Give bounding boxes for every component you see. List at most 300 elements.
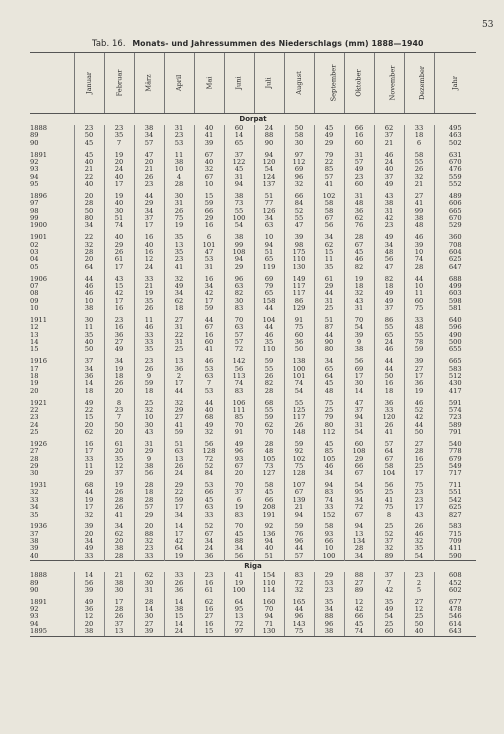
month-value-cell: 45 <box>344 621 374 628</box>
month-value-cell: 48 <box>404 324 434 331</box>
month-value-cell: 66 <box>344 613 374 620</box>
year-cell: 1895 <box>30 628 74 636</box>
month-value-cell: 15 <box>194 628 224 636</box>
table-row <box>30 628 476 636</box>
table-row <box>30 482 476 489</box>
year-cell: 94 <box>30 619 39 628</box>
month-value-cell: 33 <box>134 339 164 346</box>
month-value-cell: 44 <box>74 489 104 496</box>
month-value-cell: 49 <box>374 298 404 305</box>
month-value-cell: 46 <box>314 463 344 470</box>
month-value-cell: 71 <box>254 621 284 628</box>
month-value-cell: 10 <box>404 283 434 290</box>
table-row <box>30 324 476 331</box>
month-value-cell: 38 <box>164 159 194 166</box>
month-value-cell: 59 <box>284 441 314 448</box>
month-value-cell: 22 <box>314 159 344 166</box>
table-row <box>30 332 476 339</box>
year-cell: 1896 <box>30 191 48 200</box>
month-value-cell: 83 <box>224 305 254 312</box>
column-header-label: Dezember <box>417 65 426 101</box>
month-value-cell: 39 <box>134 628 164 636</box>
month-value-cell: 14 <box>224 132 254 139</box>
month-value-cell: 57 <box>224 339 254 346</box>
annual-total-cell: 489 <box>434 193 476 200</box>
month-value-cell: 105 <box>254 456 284 463</box>
annual-total-cell: 589 <box>434 422 476 429</box>
month-value-cell: 68 <box>254 400 284 407</box>
month-value-cell: 62 <box>164 298 194 305</box>
table-title <box>92 38 424 48</box>
month-value-cell: 65 <box>224 140 254 147</box>
table-row <box>30 256 476 263</box>
month-value-cell: 28 <box>404 264 434 271</box>
month-value-cell: 23 <box>404 497 434 504</box>
month-value-cell: 33 <box>164 572 194 579</box>
month-value-cell: 38 <box>74 628 104 636</box>
table-row <box>30 470 476 477</box>
month-value-cell: 50 <box>404 621 434 628</box>
month-value-cell: 60 <box>404 298 434 305</box>
month-value-cell: 10 <box>404 249 434 256</box>
month-value-cell: 30 <box>344 380 374 387</box>
month-value-cell: 15 <box>314 249 344 256</box>
year-cell: 1916 <box>30 357 48 366</box>
month-value-cell: 35 <box>134 298 164 305</box>
month-value-cell: 154 <box>254 572 284 579</box>
table-row <box>30 249 476 256</box>
month-value-cell: 120 <box>254 159 284 166</box>
month-value-cell: 26 <box>134 366 164 373</box>
month-value-cell: 44 <box>314 290 344 297</box>
month-value-cell: 32 <box>134 407 164 414</box>
month-value-cell: 22 <box>74 174 104 181</box>
month-value-cell: 18 <box>374 283 404 290</box>
month-value-cell: 23 <box>194 572 224 579</box>
month-value-cell: 19 <box>164 553 194 561</box>
month-value-cell: 30 <box>164 193 194 200</box>
month-value-cell: 41 <box>164 264 194 271</box>
month-value-cell: 83 <box>224 388 254 395</box>
month-value-cell: 25 <box>374 523 404 530</box>
month-value-cell: 45 <box>314 125 344 132</box>
year-cell: 37 <box>30 529 39 538</box>
month-value-cell: 65 <box>314 366 344 373</box>
month-value-cell: 65 <box>374 332 404 339</box>
month-value-cell: 36 <box>74 606 104 613</box>
month-value-cell: 13 <box>344 531 374 538</box>
month-value-cell: 31 <box>164 339 194 346</box>
month-value-cell: 44 <box>74 276 104 283</box>
month-value-cell: 137 <box>254 181 284 188</box>
month-value-cell: 43 <box>374 193 404 200</box>
table-caption: Monats- und Jahressummen des Niederschlags (mm) 1888—1940 <box>132 39 424 48</box>
month-value-cell: 42 <box>344 606 374 613</box>
column-header <box>344 53 374 114</box>
month-value-cell: 41 <box>374 429 404 436</box>
month-value-cell: 19 <box>134 290 164 297</box>
month-value-cell: 20 <box>74 621 104 628</box>
month-value-cell: 62 <box>74 429 104 436</box>
month-value-cell: 17 <box>134 222 164 229</box>
month-value-cell: 10 <box>74 298 104 305</box>
month-value-cell: 44 <box>284 545 314 552</box>
month-value-cell: 44 <box>134 193 164 200</box>
month-value-cell: 12 <box>104 463 134 470</box>
month-value-cell: 25 <box>164 346 194 353</box>
month-value-cell: 110 <box>254 346 284 353</box>
month-value-cell: 35 <box>374 599 404 606</box>
table-row <box>30 208 476 215</box>
month-value-cell: 37 <box>104 621 134 628</box>
year-cell: 1888 <box>30 571 48 580</box>
month-value-cell: 41 <box>314 181 344 188</box>
year-cell: 89 <box>30 578 39 587</box>
month-value-cell: 89 <box>374 553 404 561</box>
month-value-cell: 46 <box>344 256 374 263</box>
month-value-cell: 16 <box>194 276 224 283</box>
month-value-cell: 34 <box>134 132 164 139</box>
year-cell: 92 <box>30 605 39 614</box>
month-value-cell: 21 <box>374 140 404 147</box>
month-value-cell: 88 <box>344 572 374 579</box>
month-value-cell: 33 <box>134 276 164 283</box>
month-value-cell: 21 <box>404 181 434 188</box>
month-value-cell: 46 <box>74 290 104 297</box>
month-value-cell: 23 <box>404 572 434 579</box>
month-value-cell: 31 <box>224 174 254 181</box>
annual-total-cell: 602 <box>434 587 476 594</box>
month-value-cell: 66 <box>254 497 284 504</box>
month-value-cell: 98 <box>284 242 314 249</box>
month-value-cell: 31 <box>134 441 164 448</box>
month-value-cell: 10 <box>254 234 284 241</box>
table-row <box>30 215 476 222</box>
month-value-cell: 208 <box>254 504 284 511</box>
year-cell: 1911 <box>30 315 48 324</box>
month-value-cell: 67 <box>194 324 224 331</box>
table-row <box>30 125 476 132</box>
month-value-cell: 26 <box>164 580 194 587</box>
month-value-cell: 51 <box>164 441 194 448</box>
month-value-cell: 40 <box>134 242 164 249</box>
month-value-cell: 27 <box>164 414 194 421</box>
month-value-cell: 34 <box>104 358 134 365</box>
month-value-cell: 89 <box>344 587 374 594</box>
month-value-cell: 46 <box>404 400 434 407</box>
month-value-cell: 52 <box>374 531 404 538</box>
month-value-cell: 88 <box>314 613 344 620</box>
month-value-cell: 44 <box>404 422 434 429</box>
month-value-cell: 13 <box>164 456 194 463</box>
month-value-cell: 26 <box>104 489 134 496</box>
month-value-cell: 38 <box>224 234 254 241</box>
month-value-cell: 18 <box>164 305 194 312</box>
month-value-cell: 41 <box>164 422 194 429</box>
month-value-cell: 59 <box>164 497 194 504</box>
month-value-cell: 34 <box>194 283 224 290</box>
annual-total-cell: 717 <box>434 470 476 477</box>
month-value-cell: 58 <box>374 463 404 470</box>
month-value-cell: 39 <box>284 234 314 241</box>
month-value-cell: 37 <box>224 152 254 159</box>
table-row <box>30 174 476 181</box>
table-row <box>30 441 476 448</box>
month-value-cell: 16 <box>134 234 164 241</box>
month-value-cell: 31 <box>314 298 344 305</box>
month-value-cell: 83 <box>224 512 254 519</box>
year-cell: 90 <box>30 138 39 147</box>
month-value-cell: 47 <box>284 222 314 229</box>
month-value-cell: 15 <box>104 283 134 290</box>
month-value-cell: 34 <box>314 358 344 365</box>
month-value-cell: 9 <box>344 339 374 346</box>
month-value-cell: 55 <box>284 400 314 407</box>
year-cell: 97 <box>30 199 39 208</box>
month-value-cell: 41 <box>194 346 224 353</box>
month-value-cell: 37 <box>74 358 104 365</box>
month-value-cell: 48 <box>404 222 434 229</box>
month-value-cell: 14 <box>74 572 104 579</box>
year-cell: 25 <box>30 427 39 436</box>
month-value-cell: 46 <box>404 234 434 241</box>
month-value-cell: 70 <box>254 606 284 613</box>
month-value-cell: 66 <box>194 208 224 215</box>
month-value-cell: 72 <box>284 580 314 587</box>
year-cell: 10 <box>30 303 39 312</box>
month-value-cell: 12 <box>74 613 104 620</box>
year-cell: 15 <box>30 345 39 354</box>
year-cell: 1888 <box>30 124 48 132</box>
year-cell: 13 <box>30 330 39 339</box>
month-value-cell: 7 <box>104 414 134 421</box>
month-value-cell: 34 <box>74 538 104 545</box>
month-value-cell: 21 <box>134 283 164 290</box>
month-value-cell: 37 <box>104 470 134 477</box>
month-value-cell: 39 <box>74 523 104 530</box>
month-value-cell: 14 <box>134 606 164 613</box>
month-value-cell: 29 <box>314 283 344 290</box>
month-value-cell: 46 <box>194 358 224 365</box>
annual-total-cell: 708 <box>434 242 476 249</box>
month-value-cell: 62 <box>194 599 224 606</box>
month-value-cell: 73 <box>254 463 284 470</box>
month-value-cell: 36 <box>344 208 374 215</box>
table-row <box>30 538 476 545</box>
month-value-cell: 56 <box>314 222 344 229</box>
table-row <box>30 234 476 241</box>
column-header-label: Oktober <box>354 69 363 97</box>
month-value-cell: 32 <box>284 181 314 188</box>
month-value-cell: 79 <box>314 152 344 159</box>
year-cell: 29 <box>30 461 39 470</box>
month-value-cell: 18 <box>374 388 404 395</box>
month-value-cell: 62 <box>314 242 344 249</box>
month-value-cell: 50 <box>74 132 104 139</box>
month-value-cell: 25 <box>134 400 164 407</box>
month-value-cell: 17 <box>104 181 134 188</box>
month-value-cell: 15 <box>164 613 194 620</box>
annual-total-cell: 643 <box>434 628 476 636</box>
month-value-cell: 23 <box>404 489 434 496</box>
month-value-cell: 35 <box>254 339 284 346</box>
month-value-cell: 37 <box>134 215 164 222</box>
year-cell: 1901 <box>30 233 48 242</box>
month-value-cell: 6 <box>224 497 254 504</box>
month-value-cell: 105 <box>314 456 344 463</box>
month-value-cell: 53 <box>194 256 224 263</box>
month-value-cell: 45 <box>74 152 104 159</box>
annual-total-cell: 583 <box>434 366 476 373</box>
month-value-cell: 108 <box>224 249 254 256</box>
month-value-cell: 25 <box>374 621 404 628</box>
month-value-cell: 46 <box>404 531 434 538</box>
month-value-cell: 47 <box>374 264 404 271</box>
month-value-cell: 2 <box>164 373 194 380</box>
column-header <box>254 53 284 114</box>
month-value-cell: 43 <box>104 276 134 283</box>
month-value-cell: 74 <box>104 222 134 229</box>
month-value-cell: 86 <box>374 317 404 324</box>
month-value-cell: 30 <box>134 613 164 620</box>
month-value-cell: 28 <box>344 545 374 552</box>
year-cell: 28 <box>30 454 39 463</box>
month-value-cell: 23 <box>164 256 194 263</box>
month-value-cell: 49 <box>74 545 104 552</box>
month-value-cell: 36 <box>164 366 194 373</box>
month-value-cell: 66 <box>284 193 314 200</box>
month-value-cell: 17 <box>164 504 194 511</box>
month-value-cell: 40 <box>104 174 134 181</box>
month-value-cell: 96 <box>284 613 314 620</box>
month-value-cell: 20 <box>224 470 254 477</box>
month-value-cell: 46 <box>74 283 104 290</box>
month-value-cell: 8 <box>374 512 404 519</box>
annual-total-cell: 591 <box>434 400 476 407</box>
month-value-cell: 55 <box>254 366 284 373</box>
month-value-cell: 28 <box>134 497 164 504</box>
month-value-cell: 11 <box>404 290 434 297</box>
month-value-cell: 114 <box>254 587 284 594</box>
month-value-cell: 75 <box>284 463 314 470</box>
year-cell: 32 <box>30 488 39 497</box>
month-value-cell: 57 <box>224 332 254 339</box>
month-value-cell: 73 <box>224 200 254 207</box>
month-value-cell: 46 <box>374 346 404 353</box>
month-value-cell: 94 <box>314 482 344 489</box>
month-value-cell: 74 <box>284 380 314 387</box>
month-value-cell: 38 <box>104 545 134 552</box>
annual-total-cell: 574 <box>434 407 476 414</box>
month-value-cell: 75 <box>404 305 434 312</box>
year-cell: 99 <box>30 213 39 222</box>
month-value-cell: 40 <box>254 545 284 552</box>
month-value-cell: 30 <box>134 422 164 429</box>
month-value-cell: 60 <box>344 140 374 147</box>
month-value-cell: 67 <box>224 463 254 470</box>
annual-total-cell: 640 <box>434 317 476 324</box>
month-value-cell: 57 <box>284 553 314 561</box>
month-value-cell: 42 <box>194 290 224 297</box>
month-value-cell: 14 <box>344 388 374 395</box>
month-value-cell: 66 <box>344 125 374 132</box>
month-value-cell: 63 <box>194 373 224 380</box>
month-value-cell: 6 <box>404 140 434 147</box>
month-value-cell: 17 <box>404 470 434 477</box>
month-value-cell: 127 <box>254 470 284 477</box>
month-value-cell: 56 <box>134 470 164 477</box>
precipitation-table-wrap <box>30 52 476 637</box>
month-value-cell: 41 <box>404 200 434 207</box>
month-value-cell: 38 <box>404 215 434 222</box>
month-value-cell: 55 <box>404 159 434 166</box>
month-value-cell: 41 <box>194 132 224 139</box>
month-value-cell: 64 <box>314 373 344 380</box>
month-value-cell: 45 <box>74 140 104 147</box>
month-value-cell: 96 <box>224 276 254 283</box>
month-value-cell: 56 <box>344 358 374 365</box>
month-value-cell: 58 <box>284 132 314 139</box>
annual-total-cell: 604 <box>434 249 476 256</box>
month-value-cell: 58 <box>314 208 344 215</box>
month-value-cell: 19 <box>74 497 104 504</box>
month-value-cell: 26 <box>164 463 194 470</box>
month-value-cell: 40 <box>74 339 104 346</box>
table-row <box>30 264 476 271</box>
month-value-cell: 60 <box>194 339 224 346</box>
month-value-cell: 37 <box>374 572 404 579</box>
table-row <box>30 181 476 188</box>
month-value-cell: 58 <box>314 200 344 207</box>
month-value-cell: 33 <box>404 125 434 132</box>
table-row <box>30 140 476 147</box>
month-value-cell: 29 <box>164 407 194 414</box>
precipitation-table <box>30 52 476 637</box>
month-value-cell: 13 <box>224 613 254 620</box>
month-value-cell: 54 <box>284 388 314 395</box>
month-value-cell: 26 <box>284 422 314 429</box>
annual-total-cell: 647 <box>434 264 476 271</box>
month-value-cell: 23 <box>104 125 134 132</box>
month-value-cell: 82 <box>224 290 254 297</box>
month-value-cell: 23 <box>74 125 104 132</box>
month-value-cell: 56 <box>224 553 254 561</box>
annual-total-cell: 542 <box>434 497 476 504</box>
month-value-cell: 16 <box>194 580 224 587</box>
table-row <box>30 407 476 414</box>
month-value-cell: 100 <box>314 553 344 561</box>
station-name: Dorpat <box>239 115 267 123</box>
month-value-cell: 57 <box>374 441 404 448</box>
month-value-cell: 58 <box>314 523 344 530</box>
month-value-cell: 11 <box>74 324 104 331</box>
month-value-cell: 39 <box>74 587 104 594</box>
annual-total-cell: 552 <box>434 181 476 188</box>
month-value-cell: 60 <box>224 125 254 132</box>
annual-total-cell: 546 <box>434 613 476 620</box>
annual-total-cell: 606 <box>434 200 476 207</box>
annual-total-cell: 670 <box>434 159 476 166</box>
table-row <box>30 193 476 200</box>
month-value-cell: 25 <box>404 613 434 620</box>
month-value-cell: 84 <box>194 470 224 477</box>
month-value-cell: 64 <box>164 545 194 552</box>
month-value-cell: 59 <box>194 200 224 207</box>
month-value-cell: 27 <box>404 441 434 448</box>
month-value-cell: 34 <box>314 470 344 477</box>
month-value-cell: 29 <box>224 264 254 271</box>
month-value-cell: 67 <box>194 152 224 159</box>
